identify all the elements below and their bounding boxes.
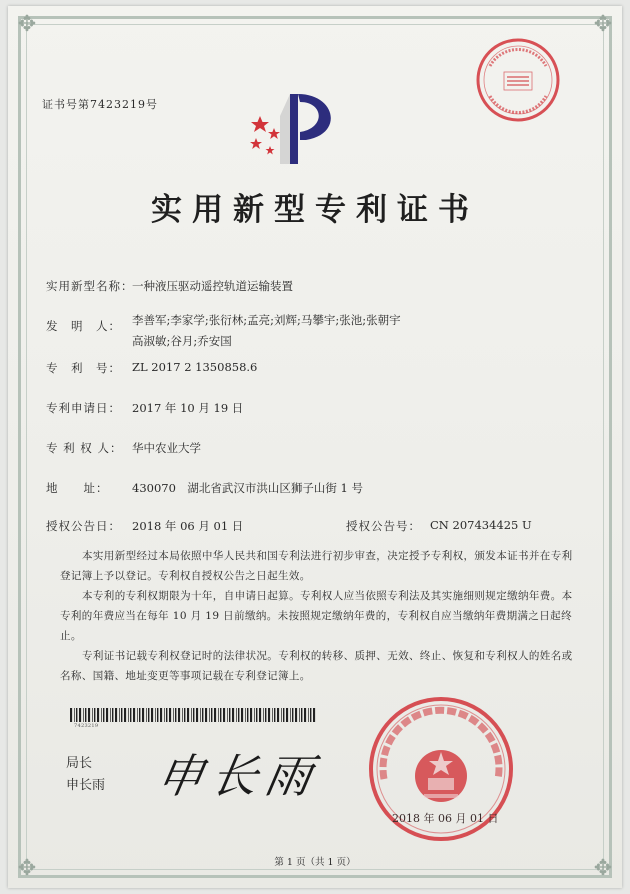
seal-date: 2018 年 06 月 01 日 xyxy=(392,812,499,825)
address-label: 地 址： xyxy=(46,481,109,495)
barcode xyxy=(70,708,316,722)
certificate-title: 实用新型专利证书 xyxy=(151,192,479,228)
filing-date-label: 专利申请日： xyxy=(46,401,121,415)
director-title: 局长 xyxy=(66,756,93,771)
address-value: 430070 湖北省武汉市洪山区狮子山街 1 号 xyxy=(132,481,364,495)
inventors-value-line2: 高淑敏;谷月;乔安国 xyxy=(132,334,232,348)
grant-statement-paragraph: 本实用新型经过本局依照中华人民共和国专利法进行初步审查，决定授予专利权，颁发本证书并在专利登记簿上予以登记。专利权自授权公告之日起生效。 xyxy=(60,550,573,582)
director-name: 申长雨 xyxy=(66,778,106,793)
barcode-digits: 7423219 xyxy=(74,723,99,729)
patent-office-logo-icon xyxy=(240,86,350,170)
grant-date-label: 授权公告日： xyxy=(46,519,121,533)
grant-date-value: 2018 年 06 月 01 日 xyxy=(132,519,244,533)
utility-model-name-value: 一种液压驱动遥控轨道运输装置 xyxy=(132,279,293,293)
legal-status-paragraph: 专利证书记载专利权登记时的法律状况。专利权的转移、质押、无效、终止、恢复和专利权人的姓名或名称、国籍、地址变更等事项记载在专利登记簿上。 xyxy=(60,650,573,682)
patent-number-label: 专 利 号： xyxy=(46,361,121,375)
corner-ornament-icon: ✥ xyxy=(593,856,613,881)
corner-ornament-icon: ✥ xyxy=(17,12,37,37)
utility-model-name-label: 实用新型名称： xyxy=(46,279,134,293)
grant-number-label: 授权公告号： xyxy=(346,519,421,533)
certificate-page xyxy=(8,6,622,888)
page-footer: 第 1 页（共 1 页） xyxy=(274,857,356,868)
patentee-value: 华中农业大学 xyxy=(132,441,201,455)
term-fee-paragraph: 本专利的专利权期限为十年，自申请日起算。专利权人应当依照专利法及其实施细则规定缴纳年费。本专利的年费应当在每年 10 月 19 日前缴纳。未按照规定缴纳年费的，专利权自应当缴纳年费期满之日起终止。 xyxy=(60,590,573,642)
director-signature: 申长雨 xyxy=(152,749,325,803)
filing-date-value: 2017 年 10 月 19 日 xyxy=(132,401,244,415)
corner-ornament-icon: ✥ xyxy=(17,856,37,881)
certificate-number: 证书号第7423219号 xyxy=(42,98,158,111)
patentee-label: 专 利 权 人： xyxy=(46,441,123,455)
grant-number-value: CN 207434425 U xyxy=(430,518,532,532)
agency-seal xyxy=(474,36,562,124)
inventors-value-line1: 李善军;李家学;张衍林;孟亮;刘辉;马攀宇;张池;张朝宇 xyxy=(132,313,401,327)
corner-ornament-icon: ✥ xyxy=(593,12,613,37)
inventors-label: 发 明 人： xyxy=(46,319,121,333)
agency-seal-icon xyxy=(474,36,562,124)
patent-number-value: ZL 2017 2 1350858.6 xyxy=(132,360,258,374)
